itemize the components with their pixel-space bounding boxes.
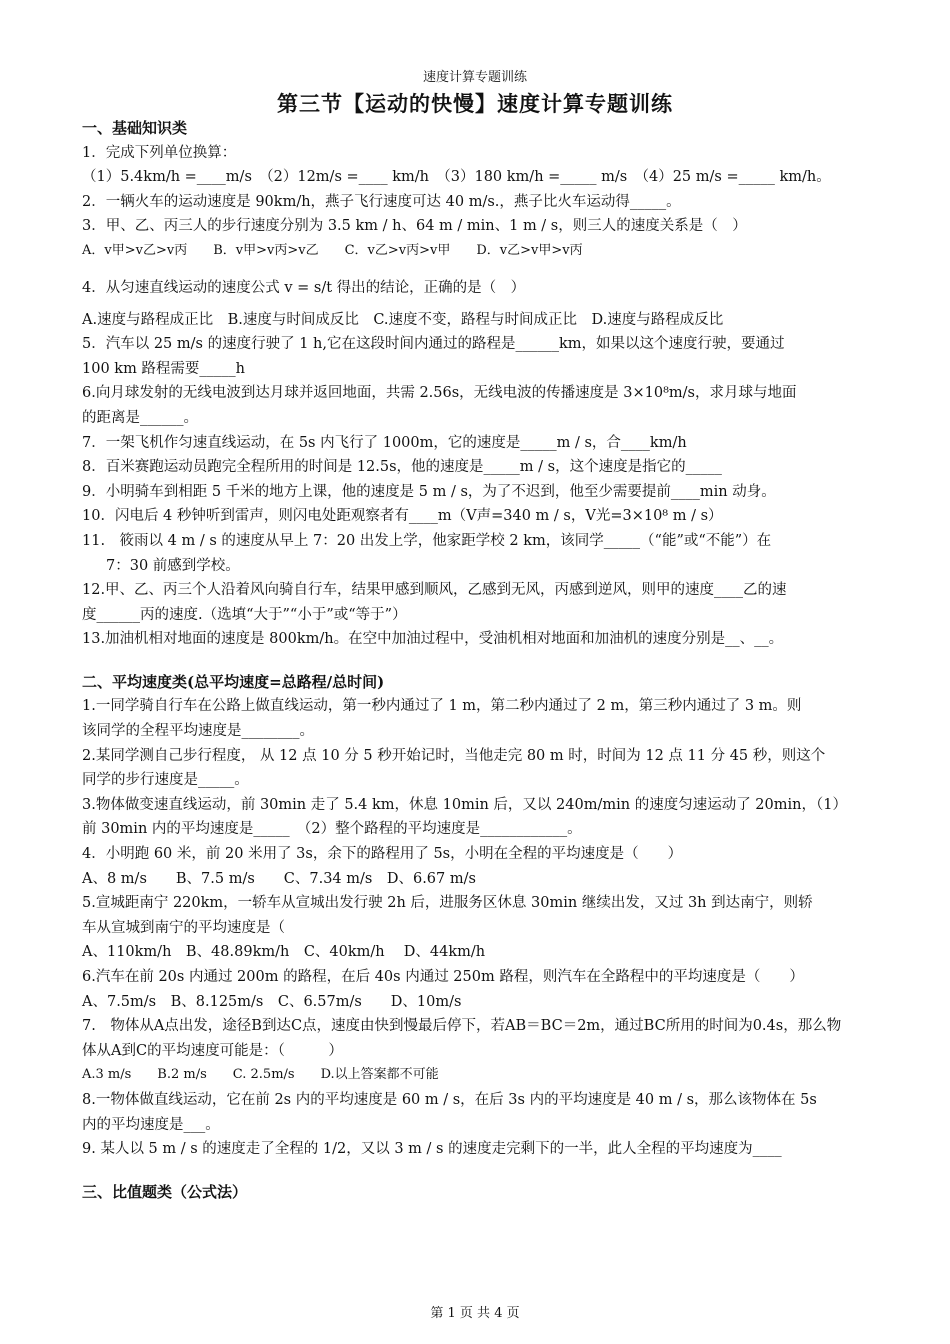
- question-line: 6.向月球发射的无线电波到达月球并返回地面，共需 2.56s，无线电波的传播速度是 3×10⁸m/s，求月球与地面: [82, 385, 797, 402]
- section-heading: 一、基础知识类: [82, 119, 188, 137]
- running-header: 速度计算专题训练: [422, 70, 527, 85]
- question-line: 3．甲、乙、丙三人的步行速度分别为 3.5 km / h、64 m / min、1 m / s，则三人的速度关系是（ ）: [82, 218, 747, 235]
- question-line: 该同学的全程平均速度是________。: [82, 723, 314, 740]
- question-line: 5．汽车以 25 m/s 的速度行驶了 1 h,它在这段时间内通过的路程是______km，如果以这个速度行驶，要通过: [82, 336, 785, 353]
- question-line: 4．从匀速直线运动的速度公式 v = s/t 得出的结论，正确的是（ ）: [82, 279, 526, 296]
- section-heading: 三、比值题类（公式法）: [82, 1182, 248, 1201]
- document-body: [82, 116, 882, 1204]
- question-line: 8．百米赛跑运动员跑完全程所用的时间是 12.5s，他的速度是_____m / s，这个速度是指它的_____: [82, 459, 722, 476]
- question-line: 2．一辆火车的运动速度是 90km/h，燕子飞行速度可达 40 m/s.，燕子比火车运动得_____。: [82, 193, 681, 210]
- answer-options: A.3 m/s B.2 m/s C. 2.5m/s D.以上答案都不可能: [82, 1067, 439, 1083]
- question-line: 5.宣城距南宁 220km，一轿车从宣城出发行驶 2h 后，进服务区休息 30min 继续出发，又过 3h 到达南宁，则轿: [82, 895, 813, 912]
- question-line: 内的平均速度是___。: [82, 1116, 220, 1133]
- page-footer: 第 1 页 共 4 页: [430, 1306, 520, 1321]
- question-line: 前 30min 内的平均速度是_____ （2）整个路程的平均速度是____________。: [82, 821, 582, 838]
- question-line: 9. 某人以 5 m / s 的速度走了全程的 1/2，又以 3 m / s 的速度走完剩下的一半，此人全程的平均速度为____: [82, 1141, 782, 1158]
- page-title: 第三节【运动的快慢】速度计算专题训练: [277, 91, 673, 116]
- answer-options: A、7.5m/s B、8.125m/s C、6.57m/s D、10m/s: [82, 993, 462, 1010]
- question-line: 10．闪电后 4 秒钟听到雷声，则闪电处距观察者有____m（V声=340 m / s，V光=3×10⁸ m / s）: [82, 508, 723, 525]
- section-heading: 二、平均速度类(总平均速度=总路程/总时间): [82, 672, 385, 691]
- question-line: 同学的步行速度是_____。: [82, 772, 249, 789]
- question-line: 11. 筱雨以 4 m / s 的速度从早上 7：20 出发上学，他家距学校 2 km，该同学_____（“能”或“不能”）在: [82, 532, 772, 549]
- question-line: 8.一物体做直线运动，它在前 2s 内的平均速度是 60 m / s，在后 3s 内的平均速度是 40 m / s，那么该物体在 5s: [82, 1091, 817, 1108]
- question-line: 的距离是______。: [82, 409, 198, 426]
- question-line: 12.甲、乙、丙三个人沿着风向骑自行车，结果甲感到顺风，乙感到无风，丙感到逆风，则甲的速度____乙的速: [82, 582, 787, 599]
- question-line: 度______丙的速度.（选填“大于”“小于”或“等于”）: [82, 606, 407, 623]
- question-line: 13.加油机相对地面的速度是 800km/h。在空中加油过程中，受油机相对地面和加油机的速度分别是__、__。: [82, 631, 784, 648]
- answer-options: A、8 m/s B、7.5 m/s C、7.34 m/s D、6.67 m/s: [82, 870, 476, 887]
- answer-options: A．v甲>v乙>v丙 B．v甲>v丙>v乙 C．v乙>v丙>v甲 D．v乙>v甲>v丙: [82, 242, 583, 258]
- question-line: 6.汽车在前 20s 内通过 200m 的路程，在后 40s 内通过 250m 路程，则汽车在全路程中的平均速度是（ ）: [82, 969, 804, 985]
- question-line: 3.物体做变速直线运动，前 30min 走了 5.4 km，休息 10min 后，又以 240m/min 的速度匀速运动了 20min，（1）: [82, 796, 847, 813]
- question-line: 体从A到C的平均速度可能是：（ ）: [82, 1042, 343, 1059]
- question-line: 7．一架飞机作匀速直线运动，在 5s 内飞行了 1000m，它的速度是_____m / s，合____km/h: [82, 434, 687, 451]
- question-line: 1．完成下列单位换算：: [82, 144, 237, 161]
- question-line: 7：30 前感到学校。: [106, 557, 240, 574]
- question-line: 9．小明骑车到相距 5 千米的地方上课，他的速度是 5 m / s，为了不迟到，他至少需要提前____min 动身。: [82, 483, 776, 500]
- question-line: 7. 物体从A点出发，途径B到达C点，速度由快到慢最后停下，若AB＝BC＝2m，通过BC所用的时间为0.4s，那么物: [82, 1018, 842, 1035]
- question-line: 2.某同学测自己步行程度， 从 12 点 10 分 5 秒开始记时，当他走完 80 m 时，时间为 12 点 11 分 45 秒，则这个: [82, 747, 826, 764]
- question-line: 100 km 路程需要_____h: [82, 360, 246, 377]
- question-line: 车从宣城到南宁的平均速度是（: [82, 919, 285, 936]
- question-line: 1.一同学骑自行车在公路上做直线运动，第一秒内通过了 1 m，第二秒内通过了 2 m，第三秒内通过了 3 m。则: [82, 698, 802, 715]
- question-line: 4．小明跑 60 米，前 20 米用了 3s，余下的路程用了 5s，小明在全程的平均速度是（ ）: [82, 846, 683, 863]
- answer-options: A.速度与路程成正比 B.速度与时间成反比 C.速度不变，路程与时间成正比 D.速度与路程成反比: [82, 311, 724, 328]
- answer-options: A、110km/h B、48.89km/h C、40km/h D、44km/h: [82, 944, 486, 961]
- question-line: （1）5.4km/h =____m/s （2）12m/s =____ km/h （3）180 km/h =_____ m/s （4）25 m/s =_____ km/h。: [82, 169, 831, 186]
